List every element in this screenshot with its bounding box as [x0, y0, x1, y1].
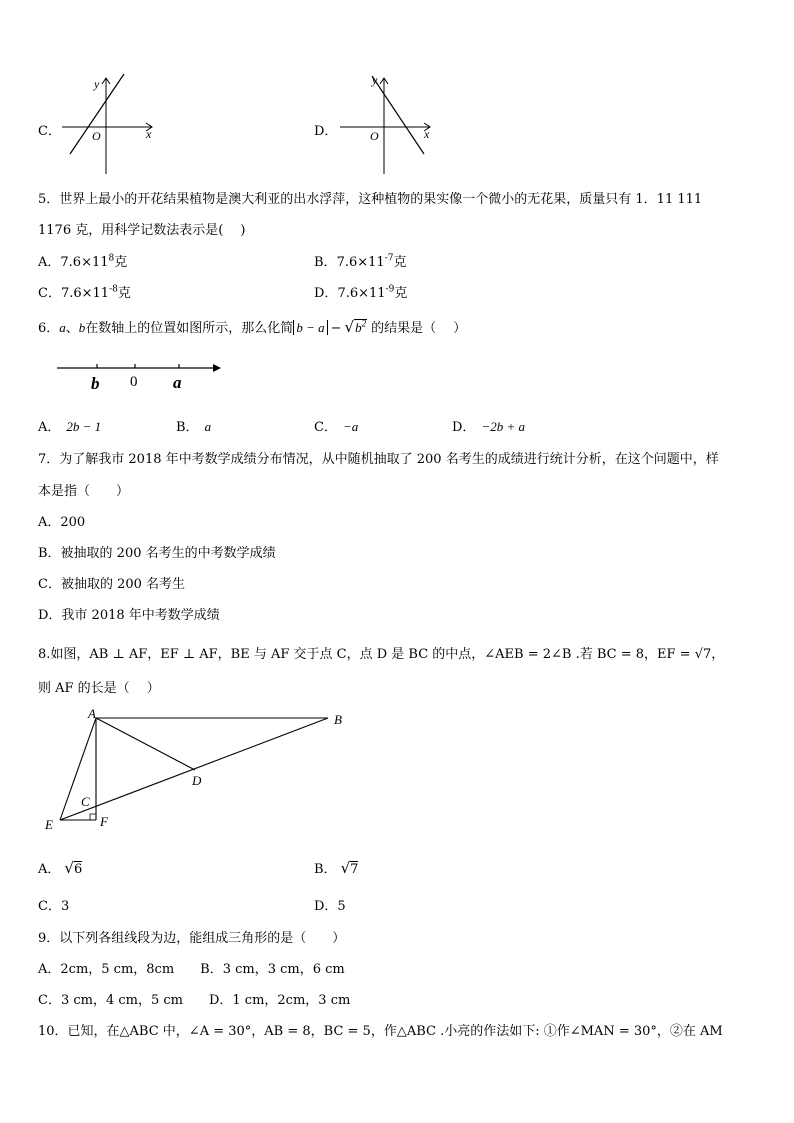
q7-option-b: B．被抽取的 200 名考生的中考数学成绩	[38, 546, 276, 561]
q5-text-line1: 5．世界上最小的开花结果植物是澳大利亚的出水浮萍，这种植物的果实像一个微小的无花果，质量只有 1．11 111	[38, 192, 703, 207]
q9-text: 9．以下列各组线段为边，能组成三角形的是（ ）	[38, 931, 346, 946]
q10-text: 10．已知，在△ABC 中，∠A = 30°，AB = 8，BC = 5，作△ABC .小亮的作法如下: ①作∠MAN = 30°，②在 AM	[38, 1024, 723, 1039]
q4-d-axis-y: y	[372, 73, 378, 87]
q4-d-axis-x: x	[424, 127, 430, 141]
q7-option-c: C．被抽取的 200 名考生	[38, 577, 186, 592]
q5-option-d: D．$7.6\times 11^{-9}$克	[314, 284, 408, 301]
q6-number-line	[55, 358, 227, 394]
q8-fig-F: F	[100, 814, 108, 829]
q8-fig-B: B	[334, 712, 342, 727]
q4-option-d-label: D．	[314, 124, 338, 139]
q8-fig-A: A	[88, 706, 96, 721]
q8-figure	[40, 706, 350, 836]
q4-c-axis-x: x	[146, 127, 152, 141]
q4-option-c-label: C．	[38, 124, 61, 139]
q7-option-a: A．200	[38, 515, 86, 530]
q4-graph-d	[336, 72, 438, 178]
q8-option-b: B． √7	[314, 859, 359, 877]
q9-options-row1: A．2cm，5 cm，8cm B．3 cm，3 cm，6 cm	[38, 962, 345, 977]
q4-c-origin: O	[92, 129, 101, 143]
q6-text: 6．a、b在数轴上的位置如图所示，那么化简 $b - a - √b^2$ 的结果是（ ）	[38, 318, 467, 336]
q4-c-axis-y: y	[94, 77, 100, 91]
q8-option-a: A． √6	[38, 859, 83, 877]
q6-option-a: A． 2b − 1	[38, 419, 102, 435]
q8-fig-D: D	[192, 773, 202, 788]
q4-d-origin: O	[370, 129, 379, 143]
q8-fig-C: C	[81, 794, 90, 809]
q8-option-d: D．5	[314, 899, 346, 914]
q6-nl-b: b	[91, 374, 100, 393]
q6-sqrt-sign: √	[344, 318, 355, 336]
q7-text-line2: 本是指（ ）	[38, 484, 130, 499]
q6-option-c: C． −a	[314, 419, 359, 435]
q5-option-a: A．$7.6\times 11^8$克	[38, 253, 128, 270]
q5-text-line2: 1176 克，用科学记数法表示是( )	[38, 223, 246, 238]
q8-text-line2: 则 AF 的长是（ ）	[38, 681, 160, 696]
q6-option-d: D． −2b + a	[452, 419, 525, 435]
q7-text-line1: 7．为了解我市 2018 年中考数学成绩分布情况，从中随机抽取了 200 名考生的成绩进行统计分析，在这个问题中，样	[38, 452, 719, 467]
q6-nl-a: a	[173, 373, 182, 392]
q5-option-c: C．$7.6\times 11^{-8}$克	[38, 284, 131, 301]
q8-text-line1: 8.如图，AB ⊥ AF，EF ⊥ AF，BE 与 AF 交于点 C，点 D 是 BC 的中点，∠AEB = 2∠B .若 BC = 8，EF = √7，	[38, 647, 725, 662]
q9-options-row2: C．3 cm，4 cm，5 cm D．1 cm，2cm，3 cm	[38, 993, 351, 1008]
q7-option-d: D．我市 2018 年中考数学成绩	[38, 608, 220, 623]
q6-nl-zero: 0	[130, 374, 138, 390]
q6-abs-expr: b − a	[293, 320, 327, 335]
q6-option-b: B． a	[176, 419, 212, 435]
q5-option-b: B．$7.6\times 11^{-7}$克	[314, 253, 407, 270]
q4-graph-c	[58, 72, 160, 178]
q8-fig-E: E	[45, 817, 53, 832]
q8-option-c: C．3	[38, 899, 70, 914]
